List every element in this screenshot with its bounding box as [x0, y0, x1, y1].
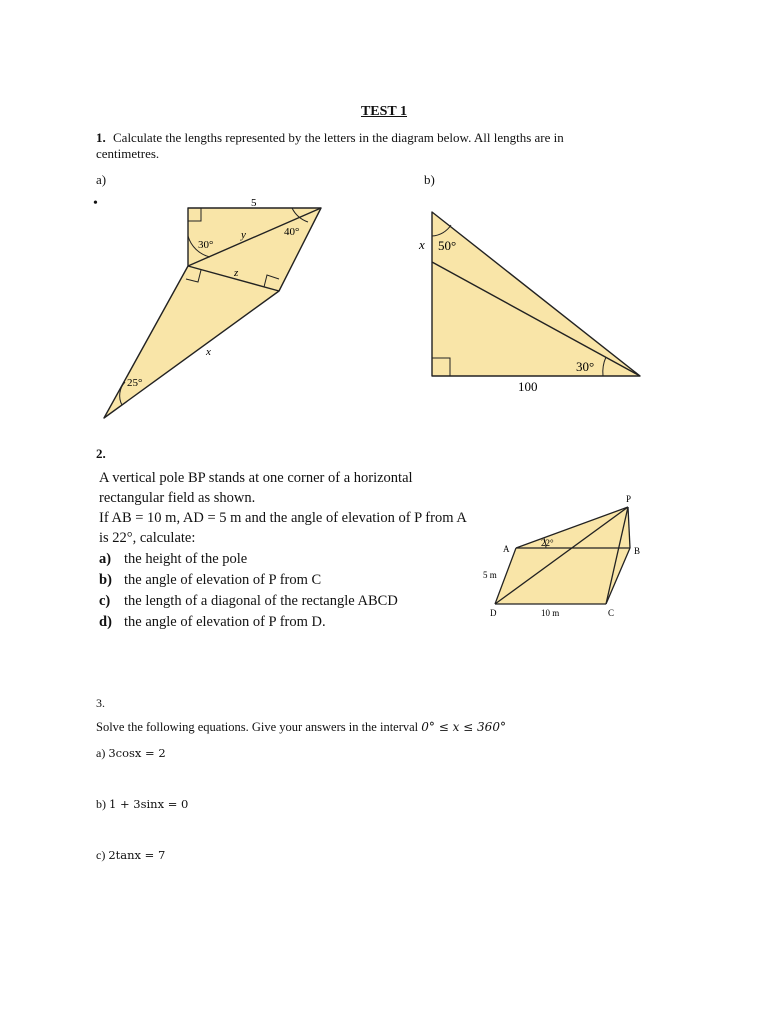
diagram-b — [410, 200, 650, 400]
diagram-pole — [480, 490, 655, 625]
diagram-b-base-100: 100 — [518, 379, 538, 394]
diagram-pole-label-b: B — [634, 546, 641, 556]
diagram-a — [96, 190, 336, 426]
diagram-a-label-z: z — [234, 267, 239, 279]
stray-dot: • — [93, 196, 98, 211]
question-3-intro — [96, 720, 506, 735]
diagram-a-angle-40: 40° — [284, 226, 300, 238]
question-1-number: 1. — [96, 130, 106, 145]
diagram-pole-side-10m: 10 m — [541, 608, 560, 618]
question-3-interval: 0° ≤ x ≤ 360° — [421, 720, 506, 734]
diagram-pole-label-p: P — [626, 494, 632, 504]
diagram-pole-label-d: D — [490, 608, 497, 618]
diagram-b-angle-30: 30° — [576, 359, 595, 374]
question-2-item: b) the angle of elevation of P from C — [99, 572, 322, 588]
diagram-a-angle-25: 25° — [127, 377, 143, 389]
question-2-item: a) the height of the pole — [99, 551, 248, 567]
equation-expression: 2tanx = 7 — [108, 848, 166, 862]
diagram-a-angle-30: 30° — [198, 239, 214, 251]
question-3-number: 3. — [96, 696, 105, 710]
question-2-given: If AB = 10 m, AD = 5 m and the angle of elevation of P from A is 22°, calculate: — [99, 510, 466, 546]
diagram-pole-label-c: C — [608, 608, 615, 618]
diagram-b-shape — [432, 212, 640, 376]
equation-expression: 1 + 3sinx = 0 — [109, 797, 189, 811]
question-1 — [96, 130, 596, 162]
equation-label: c) — [96, 848, 106, 862]
question-2-intro: A vertical pole BP stands at one corner of a horizontal rectangular field as shown. — [99, 470, 413, 506]
equation-b — [96, 797, 188, 812]
question-1-text: Calculate the lengths represented by the letters in the diagram below. All lengths are in centimetres. — [96, 130, 564, 161]
question-2 — [99, 468, 479, 632]
diagram-a-label-y: y — [241, 229, 246, 241]
diagram-b-label-x: x — [419, 237, 425, 252]
equation-label: a) — [96, 746, 106, 760]
q1-part-b-label: b) — [424, 172, 435, 187]
question-2-number: 2. — [96, 446, 106, 461]
question-2-item: d) the angle of elevation of P from D. — [99, 614, 326, 630]
diagram-pole-side-5m: 5 m — [483, 570, 497, 580]
diagram-a-label-x: x — [206, 346, 211, 358]
equation-label: b) — [96, 797, 106, 811]
q1-part-a-label: a) — [96, 172, 107, 187]
equation-c — [96, 848, 165, 863]
diagram-pole-label-a: A — [503, 544, 510, 554]
question-2-item: c) the length of a diagonal of the rectangle ABCD — [99, 593, 398, 609]
diagram-a-side-5: 5 — [251, 197, 257, 209]
equation-a — [96, 746, 166, 761]
diagram-pole-angle-22: 22° — [541, 538, 554, 548]
question-3-text: Solve the following equations. Give your answers in the interval — [96, 720, 419, 734]
diagram-b-angle-50: 50° — [438, 238, 457, 253]
equation-expression: 3cosx = 2 — [108, 746, 166, 760]
page-title: TEST 1 — [360, 104, 408, 119]
